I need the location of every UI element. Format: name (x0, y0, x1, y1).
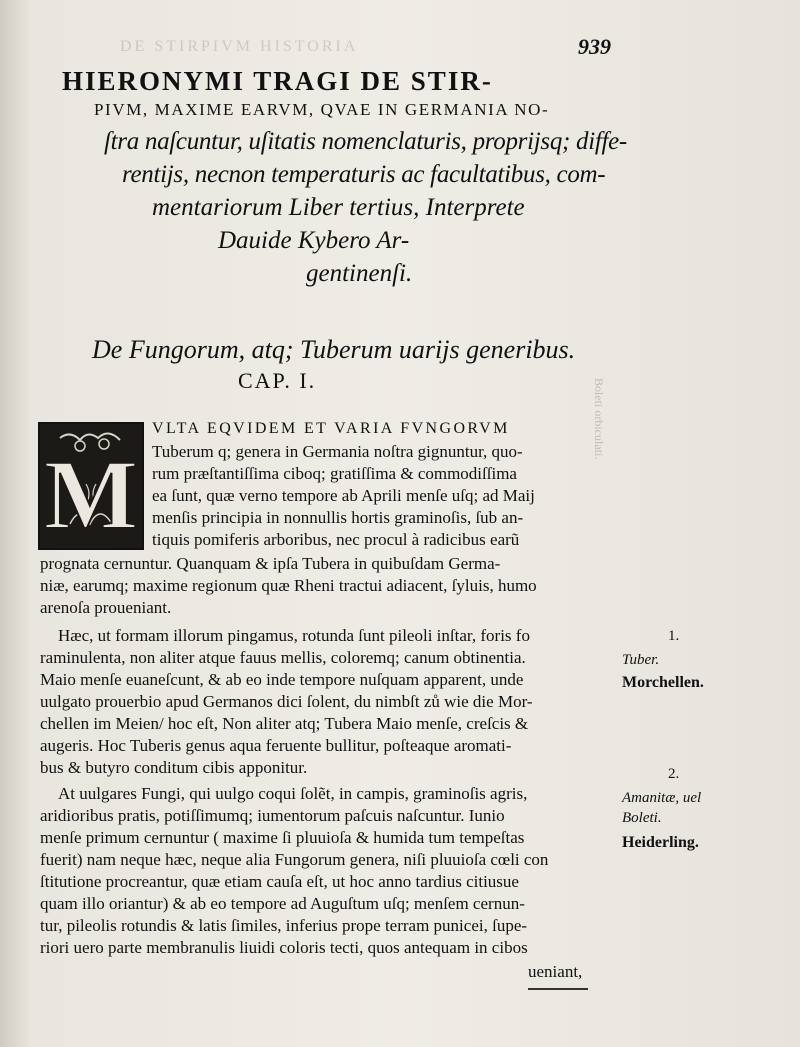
body-line-24: riori uero parte membranulis liuidi coloris tecti, quos antequam in cibos (40, 938, 528, 957)
bleed-through-header: DE STIRPIVM HISTORIA (120, 38, 359, 55)
page-number: 939 (578, 34, 611, 59)
bleed-margin-note: Boleti orbiculati. (592, 378, 606, 460)
decorated-initial (38, 422, 144, 550)
body-line-6: tiquis pomiferis arboribus, nec procul à radicibus earũ (152, 530, 520, 549)
body-line-23: tur, pileolis rotundis & latis ſimiles, inferius prope terram punicei, ſupe- (40, 916, 528, 935)
body-line-18: aridioribus pratis, potiſſimumq; iumentorum paſcuis naſcuntur. Iunio (40, 806, 505, 825)
body-line-21: ſtitutione procreantur, quæ etiam cauſa eſt, ut hoc anno tardius citiusue (40, 872, 519, 891)
body-line-14: chellen im Meien/ hoc eſt, Non aliter atq; Tubera Maio menſe, creſcis & (40, 714, 529, 733)
title-line-5: mentariorum Liber tertius, Interprete (152, 194, 525, 221)
body-line-16: bus & butyro conditum cibis apponitur. (40, 758, 308, 777)
margin-note-1-german: Morchellen. (622, 674, 704, 691)
body-line-11: raminulenta, non aliter atque fauus mellis, coloremq; canum obtinentia. (40, 648, 526, 667)
body-line-2: Tuberum q; genera in Germania noſtra gignuntur, quo- (152, 442, 523, 461)
margin-note-1-latin: Tuber. (622, 652, 660, 668)
body-line-3: rum præſtantiſſima ciboq; gratiſſima & commodiſſima (152, 464, 517, 483)
margin-note-2-latin-a: Amanitæ, uel (622, 790, 702, 806)
body-line-20: fuerit) nam neque hæc, neque alia Fungorum genera, niſi pluuioſa cœli con (40, 850, 549, 869)
body-line-4: ea ſunt, quæ verno tempore ab Aprili menſe uſq; ad Maij (152, 486, 535, 505)
initial-letter: M (43, 439, 139, 548)
body-line-15: augeris. Hoc Tuberis genus aqua feruente bullitur, poſteaque aromati- (40, 736, 512, 755)
body-line-19: menſe primum cernuntur ( maxime ſi pluuioſa & humida tum tempeſtas (40, 828, 525, 847)
body-line-1: VLTA EQVIDEM ET VARIA FVNGORVM (152, 420, 510, 437)
title-line-4: rentijs, necnon temperaturis ac facultatibus, com- (122, 161, 606, 188)
catchword-rule (528, 988, 588, 990)
margin-note-2-number: 2. (668, 766, 680, 782)
body-line-13: uulgato prouerbio apud Germanos dici ſolent, du nimbſt zů wie die Mor- (40, 692, 533, 711)
chapter-number: CAP. I. (238, 368, 317, 393)
body-line-12: Maio menſe euaneſcunt, & ab eo inde tempore nuſquam apparent, unde (40, 670, 524, 689)
title-line-3: ſtra naſcuntur, uſitatis nomenclaturis, proprijsq; diffe- (104, 128, 627, 155)
body-line-9: arenoſa proueniant. (40, 598, 172, 617)
margin-note-1-number: 1. (668, 628, 680, 644)
title-line-7: gentinenſi. (306, 260, 413, 287)
title-line-6: Dauide Kybero Ar- (218, 227, 410, 254)
body-line-5: menſis principia in nonnullis hortis graminoſis, ſub an- (152, 508, 524, 527)
margin-note-2-latin-b: Boleti. (622, 810, 662, 826)
body-line-17: At uulgares Fungi, qui uulgo coqui ſolẽt, in campis, graminoſis agris, (58, 784, 528, 803)
margin-note-2-german: Heiderling. (622, 834, 699, 851)
body-line-7: prognata cernuntur. Quanquam & ipſa Tubera in quibuſdam Germa- (40, 554, 501, 573)
body-line-8: niæ, earumq; maxime regionum quæ Rheni tractui adiacent, ſyluis, humo (40, 576, 537, 595)
title-line-2: PIVM, MAXIME EARVM, QVAE IN GERMANIA NO- (94, 100, 550, 119)
body-line-22: quam illo oriantur) & ab eo tempore ad Auguſtum uſq; menſem cernun- (40, 894, 525, 913)
initial-ornament-icon (40, 424, 142, 548)
body-line-10: Hæc, ut formam illorum pingamus, rotunda ſunt pileoli inſtar, foris fo (58, 626, 530, 645)
chapter-heading: De Fungorum, atq; Tuberum uarijs generibus. (92, 335, 576, 364)
catchword: ueniant, (528, 962, 583, 981)
title-line-1: HIERONYMI TRAGI DE STIR- (62, 66, 493, 96)
